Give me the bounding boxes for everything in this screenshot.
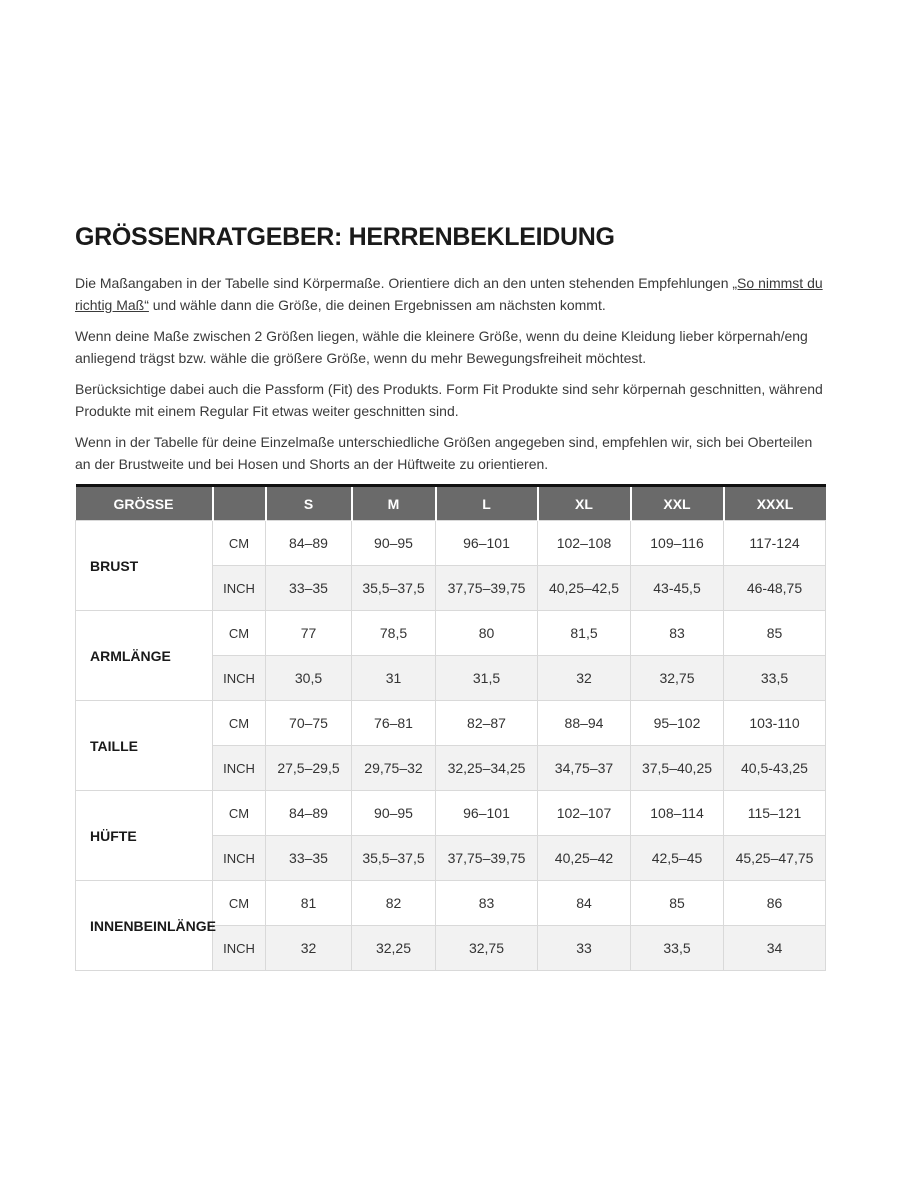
value-cell: 35,5–37,5 [352,836,436,881]
measurement-label: BRUST [76,521,213,611]
value-cell: 82 [352,881,436,926]
value-cell: 115–121 [724,791,826,836]
table-row-cm [76,881,826,926]
header-cell-xxxl: XXXL [724,486,826,521]
value-cell: 33,5 [631,926,724,971]
size-table-header-row [76,486,826,521]
table-row-cm [76,521,826,566]
value-cell: 88–94 [538,701,631,746]
value-cell: 81 [266,881,352,926]
value-cell: 33 [538,926,631,971]
unit-cell-inch: INCH [213,926,266,971]
table-row-cm [76,611,826,656]
value-cell: 103-110 [724,701,826,746]
value-cell: 90–95 [352,521,436,566]
table-row-cm [76,791,826,836]
value-cell: 81,5 [538,611,631,656]
value-cell: 32 [538,656,631,701]
value-cell: 83 [436,881,538,926]
value-cell: 43-45,5 [631,566,724,611]
value-cell: 32,25–34,25 [436,746,538,791]
unit-cell-cm: CM [213,701,266,746]
value-cell: 96–101 [436,521,538,566]
value-cell: 37,75–39,75 [436,836,538,881]
size-table [75,484,826,971]
value-cell: 32 [266,926,352,971]
header-cell-xxl: XXL [631,486,724,521]
unit-cell-inch: INCH [213,746,266,791]
value-cell: 35,5–37,5 [352,566,436,611]
measurement-label: INNENBEINLÄNGE [76,881,213,971]
value-cell: 76–81 [352,701,436,746]
measurement-label: ARMLÄNGE [76,611,213,701]
value-cell: 86 [724,881,826,926]
page-title: GRÖSSENRATGEBER: HERRENBEKLEIDUNG [75,223,615,251]
value-cell: 77 [266,611,352,656]
size-table-body [76,521,826,971]
unit-cell-cm: CM [213,611,266,656]
value-cell: 109–116 [631,521,724,566]
measurement-label: TAILLE [76,701,213,791]
value-cell: 30,5 [266,656,352,701]
unit-cell-cm: CM [213,791,266,836]
value-cell: 83 [631,611,724,656]
value-cell: 33,5 [724,656,826,701]
value-cell: 46-48,75 [724,566,826,611]
value-cell: 34 [724,926,826,971]
value-cell: 96–101 [436,791,538,836]
value-cell: 45,25–47,75 [724,836,826,881]
value-cell: 32,75 [631,656,724,701]
value-cell: 32,25 [352,926,436,971]
value-cell: 27,5–29,5 [266,746,352,791]
value-cell: 90–95 [352,791,436,836]
unit-cell-inch: INCH [213,656,266,701]
value-cell: 33–35 [266,566,352,611]
header-cell-l: L [436,486,538,521]
value-cell: 40,25–42 [538,836,631,881]
header-cell-s: S [266,486,352,521]
value-cell: 42,5–45 [631,836,724,881]
value-cell: 31 [352,656,436,701]
header-cell-xl: XL [538,486,631,521]
value-cell: 29,75–32 [352,746,436,791]
size-guide-content [75,0,825,971]
value-cell: 32,75 [436,926,538,971]
header-cell-m: M [352,486,436,521]
value-cell: 102–108 [538,521,631,566]
unit-cell-inch: INCH [213,566,266,611]
value-cell: 70–75 [266,701,352,746]
different-sizes-paragraph: Wenn in der Tabelle für deine Einzelmaße unterschiedliche Größen angegeben sind, empfehlen wir, sich bei Oberteilen an der Brustweite und bei Hosen und Shorts an der Hüftweite zu orientieren. [75,434,813,472]
value-cell: 33–35 [266,836,352,881]
value-cell: 34,75–37 [538,746,631,791]
header-cell-unit-spacer [213,486,266,521]
value-cell: 40,25–42,5 [538,566,631,611]
value-cell: 85 [724,611,826,656]
intro-text-after-link: und wähle dann die Größe, die deinen Ergebnissen am nächsten kommt. [148,297,606,313]
unit-cell-inch: INCH [213,836,266,881]
between-sizes-paragraph: Wenn deine Maße zwischen 2 Größen liegen, wähle die kleinere Größe, wenn du deine Kleidung lieber körpernah/eng anliegend trägst bzw. wähle die größere Größe, wenn du mehr Bewegungsfreiheit möchtest. [75,328,808,366]
value-cell: 84 [538,881,631,926]
intro-paragraph [75,272,825,316]
value-cell: 37,75–39,75 [436,566,538,611]
value-cell: 84–89 [266,521,352,566]
value-cell: 102–107 [538,791,631,836]
value-cell: 82–87 [436,701,538,746]
value-cell: 95–102 [631,701,724,746]
measuring-guide-link[interactable]: „So nimmst du richtig Maß“ [75,275,823,313]
size-table-wrapper [75,484,825,971]
value-cell: 80 [436,611,538,656]
value-cell: 108–114 [631,791,724,836]
value-cell: 40,5-43,25 [724,746,826,791]
value-cell: 37,5–40,25 [631,746,724,791]
value-cell: 31,5 [436,656,538,701]
value-cell: 84–89 [266,791,352,836]
unit-cell-cm: CM [213,881,266,926]
fit-paragraph: Berücksichtige dabei auch die Passform (Fit) des Produkts. Form Fit Produkte sind sehr körpernah geschnitten, während Produkte mit einem Regular Fit etwas weiter geschnitten sind. [75,381,823,419]
value-cell: 117-124 [724,521,826,566]
header-cell-groesse: GRÖSSE [76,486,213,521]
value-cell: 85 [631,881,724,926]
intro-text-before-link: Die Maßangaben in der Tabelle sind Körpermaße. Orientiere dich an den unten stehenden Empfehlungen [75,275,733,291]
unit-cell-cm: CM [213,521,266,566]
table-row-cm [76,701,826,746]
measurement-label: HÜFTE [76,791,213,881]
value-cell: 78,5 [352,611,436,656]
